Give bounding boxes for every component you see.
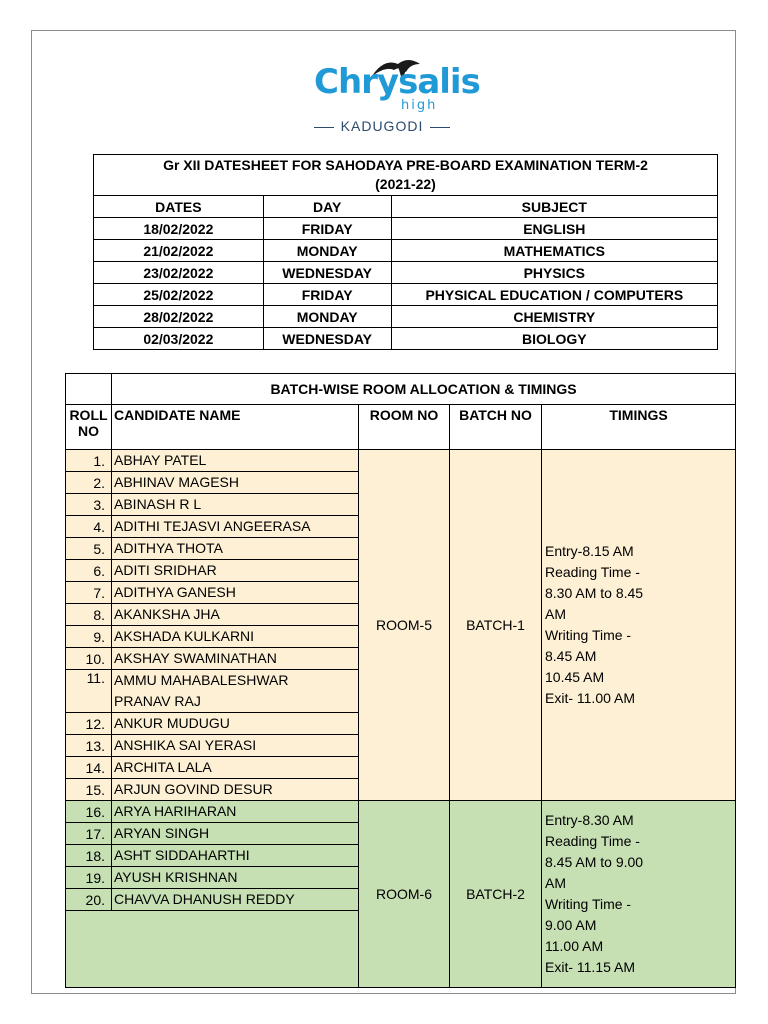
roll-number-cell: 20. (66, 889, 112, 911)
batch-number-cell: BATCH-1 (450, 450, 542, 801)
room-number-cell: ROOM-6 (359, 801, 450, 988)
exam-subject-cell: BIOLOGY (391, 328, 717, 350)
exam-day-cell: FRIDAY (263, 218, 391, 240)
candidate-name-cell: ADITHYA THOTA (112, 538, 359, 560)
roll-number-cell: 8. (66, 604, 112, 626)
column-header: DAY (263, 196, 391, 218)
datesheet-row (94, 218, 718, 240)
roll-number-cell: 5. (66, 538, 112, 560)
roll-number-cell: 13. (66, 735, 112, 757)
candidate-name-cell: ARCHITA LALA (112, 757, 359, 779)
candidate-name-cell: AKSHAY SWAMINATHAN (112, 648, 359, 670)
candidate-name-cell: AKSHADA KULKARNI (112, 626, 359, 648)
datesheet-header-row (94, 196, 718, 218)
exam-date-cell: 28/02/2022 (94, 306, 264, 328)
exam-date-cell: 23/02/2022 (94, 262, 264, 284)
candidate-row (66, 450, 736, 472)
batch-table-title: BATCH-WISE ROOM ALLOCATION & TIMINGS (112, 374, 736, 405)
timings-cell (542, 801, 736, 988)
empty-cell (66, 911, 359, 988)
title-blank-cell (66, 374, 112, 405)
datesheet-row (94, 306, 718, 328)
roll-number-cell: 3. (66, 494, 112, 516)
batch-no-header: BATCH NO (450, 405, 542, 450)
column-header: SUBJECT (391, 196, 717, 218)
exam-subject-cell: CHEMISTRY (391, 306, 717, 328)
roll-number-cell: 12. (66, 713, 112, 735)
roll-number-cell: 11. (66, 670, 112, 713)
datesheet-title (94, 155, 718, 196)
candidate-name-header: CANDIDATE NAME (112, 405, 359, 450)
roll-no-header (66, 405, 112, 450)
candidate-name-cell: ADITHYA GANESH (112, 582, 359, 604)
roll-number-cell: 1. (66, 450, 112, 472)
candidate-name-cell: AKANKSHA JHA (112, 604, 359, 626)
room-number-cell: ROOM-5 (359, 450, 450, 801)
candidate-row (66, 801, 736, 823)
roll-number-cell: 10. (66, 648, 112, 670)
datesheet-row (94, 240, 718, 262)
datesheet-row (94, 262, 718, 284)
candidate-name-cell: ABHINAV MAGESH (112, 472, 359, 494)
exam-day-cell: FRIDAY (263, 284, 391, 306)
exam-day-cell: WEDNESDAY (263, 328, 391, 350)
candidate-name-cell: ARYAN SINGH (112, 823, 359, 845)
exam-day-cell: MONDAY (263, 240, 391, 262)
exam-subject-cell: ENGLISH (391, 218, 717, 240)
candidate-name-cell: ADITI SRIDHAR (112, 560, 359, 582)
exam-date-cell: 25/02/2022 (94, 284, 264, 306)
batch-header-row (66, 405, 736, 450)
timings-text: Entry-8.30 AM Reading Time - 8.45 AM to 9.00 AM Writing Time - 9.00 AM 11.00 AM Exit- 11.15 AM (545, 812, 644, 975)
exam-subject-cell: MATHEMATICS (391, 240, 717, 262)
datesheet-row (94, 328, 718, 350)
school-logo (300, 52, 480, 136)
candidate-name-cell: CHAVVA DHANUSH REDDY (112, 889, 359, 911)
datesheet-title-line1: Gr XII DATESHEET FOR SAHODAYA PRE-BOARD EXAMINATION TERM-2 (163, 157, 648, 173)
roll-number-cell: 15. (66, 779, 112, 801)
timings-cell (542, 450, 736, 801)
logo-subtext: high (401, 98, 438, 113)
timings-text: Entry-8.15 AM Reading Time - 8.30 AM to 8.45 AM Writing Time - 8.45 AM 10.45 AM Exit- 11.00 AM (545, 543, 644, 706)
exam-date-cell: 18/02/2022 (94, 218, 264, 240)
roll-number-cell: 4. (66, 516, 112, 538)
batch-number-cell: BATCH-2 (450, 801, 542, 988)
datesheet-table (93, 154, 718, 350)
roll-header-line1: ROLL (69, 407, 108, 423)
candidate-name-cell: ABINASH R L (112, 494, 359, 516)
candidate-name-cell: AYUSH KRISHNAN (112, 867, 359, 889)
roll-number-cell: 6. (66, 560, 112, 582)
logo-location: KADUGODI (314, 118, 450, 134)
datesheet-row (94, 284, 718, 306)
candidate-name-cell: ANKUR MUDUGU (112, 713, 359, 735)
candidate-name-cell: ADITHI TEJASVI ANGEERASA (112, 516, 359, 538)
roll-number-cell: 19. (66, 867, 112, 889)
exam-date-cell: 21/02/2022 (94, 240, 264, 262)
candidate-name-cell: ARYA HARIHARAN (112, 801, 359, 823)
timings-header: TIMINGS (542, 405, 736, 450)
column-header: DATES (94, 196, 264, 218)
roll-number-cell: 14. (66, 757, 112, 779)
roll-header-line2: NO (78, 423, 99, 439)
candidate-name-cell: ABHAY PATEL (112, 450, 359, 472)
exam-subject-cell: PHYSICS (391, 262, 717, 284)
roll-number-cell: 2. (66, 472, 112, 494)
logo-wordmark: Chrysalis (314, 62, 480, 102)
candidate-name-cell: ASHT SIDDAHARTHI (112, 845, 359, 867)
datesheet-title-line2: (2021-22) (375, 176, 436, 192)
exam-date-cell: 02/03/2022 (94, 328, 264, 350)
roll-number-cell: 16. (66, 801, 112, 823)
roll-number-cell: 18. (66, 845, 112, 867)
roll-number-cell: 7. (66, 582, 112, 604)
batch-allocation-table (65, 373, 736, 988)
exam-subject-cell: PHYSICAL EDUCATION / COMPUTERS (391, 284, 717, 306)
candidate-name-cell: ARJUN GOVIND DESUR (112, 779, 359, 801)
candidate-name-cell: ANSHIKA SAI YERASI (112, 735, 359, 757)
exam-day-cell: MONDAY (263, 306, 391, 328)
candidate-name-cell: AMMU MAHABALESHWAR PRANAV RAJ (112, 670, 359, 713)
roll-number-cell: 9. (66, 626, 112, 648)
roll-number-cell: 17. (66, 823, 112, 845)
exam-day-cell: WEDNESDAY (263, 262, 391, 284)
room-no-header: ROOM NO (359, 405, 450, 450)
